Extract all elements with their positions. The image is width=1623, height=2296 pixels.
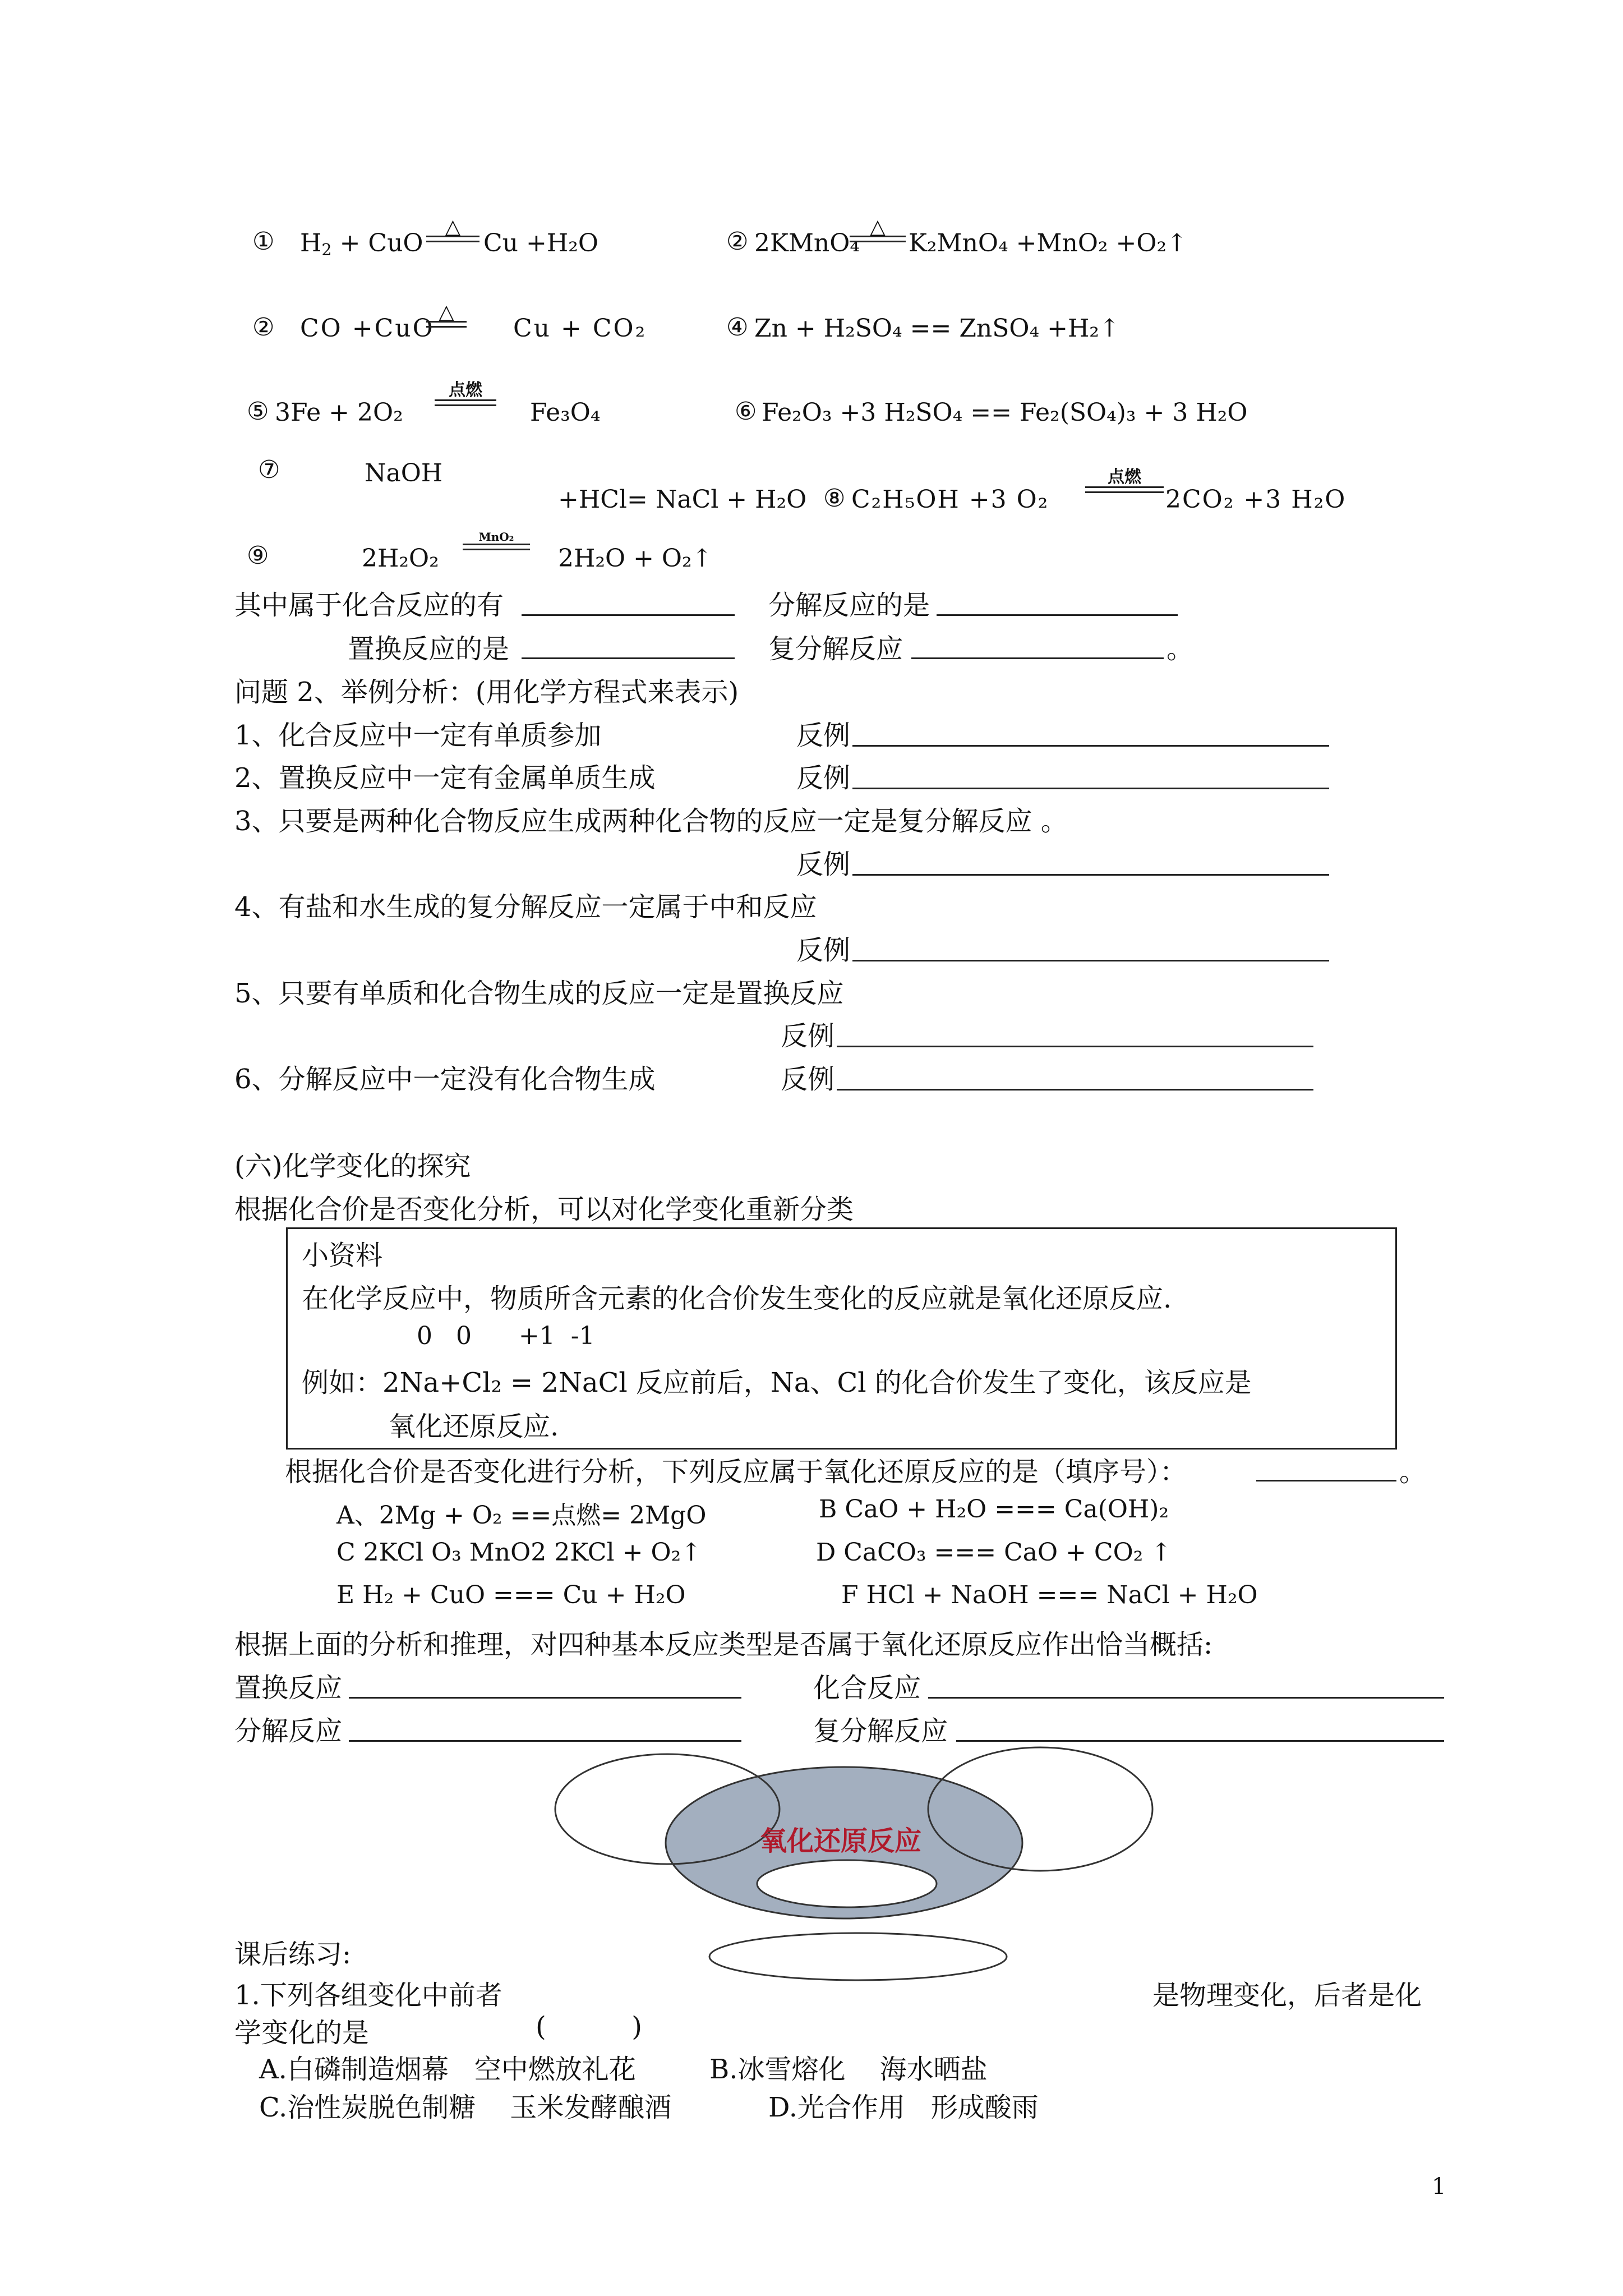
eq5-rhs: Fe₃O₄ xyxy=(530,398,601,427)
eq5-num: ⑤ xyxy=(247,397,269,426)
type-combination: 化合反应 xyxy=(813,1672,921,1704)
homework-title: 课后练习: xyxy=(234,1939,352,1970)
homework-option-d: D.光合作用 形成酸雨 xyxy=(768,2092,1039,2123)
answer-parentheses[interactable]: ( ) xyxy=(536,2011,643,2042)
option-c: C 2KCl O₃ MnO2 2KCl + O₂↑ xyxy=(336,1538,702,1567)
type-displacement: 置换反应 xyxy=(234,1672,343,1704)
type-decomposition: 分解反应 xyxy=(234,1715,343,1747)
eq9-num: ⑨ xyxy=(247,541,269,570)
counter-label: 反例 xyxy=(781,1020,835,1052)
problem2-title: 问题 2、举例分析：(用化学方程式来表示) xyxy=(234,677,739,708)
info-box-line1: 在化学反应中，物质所含元素的化合价发生变化的反应就是氧化还原反应. xyxy=(302,1283,1172,1314)
section6-title: (六)化学变化的探究 xyxy=(234,1151,471,1182)
section6-summary: 根据上面的分析和推理，对四种基本反应类型是否属于氧化还原反应作出恰当概括: xyxy=(234,1629,1213,1660)
eq1-num: ① xyxy=(252,227,275,256)
eq7-b: +HCl= NaCl + H₂O xyxy=(558,485,807,514)
homework-option-c: C.治性炭脱色制糖 玉米发酵酿酒 xyxy=(259,2092,672,2123)
section6-intro: 根据化合价是否变化分析，可以对化学变化重新分类 xyxy=(234,1194,854,1225)
homework-q1-start: 1.下列各组变化中前者 xyxy=(234,1980,502,2011)
info-box-heading: 小资料 xyxy=(302,1240,383,1271)
valence-labels: 0 0 +1 -1 xyxy=(417,1322,595,1350)
classify-end: 。 xyxy=(1166,633,1194,665)
option-f: F HCl + NaOH === NaCl + H₂O xyxy=(841,1581,1258,1609)
eq8-condition: 点燃 xyxy=(1085,468,1164,493)
eq9-rhs: 2H₂O + O₂↑ xyxy=(558,544,713,573)
eq3-rhs: Cu + CO₂ xyxy=(513,314,647,343)
eq2-num: ② xyxy=(726,227,749,256)
eq4-text: Zn + H₂SO₄ == ZnSO₄ +H₂↑ xyxy=(754,314,1120,343)
homework-option-b: B.冰雪熔化 海水晒盐 xyxy=(709,2054,988,2085)
eq6-num: ⑥ xyxy=(735,397,757,426)
info-box-line3: 氧化还原反应. xyxy=(389,1411,559,1442)
eq9-condition: MnO₂ xyxy=(463,530,530,550)
problem2-item-5: 5、只要有单质和化合物生成的反应一定是置换反应 xyxy=(234,978,844,1009)
eq2-rhs: K₂MnO₄ +MnO₂ +O₂↑ xyxy=(909,229,1187,257)
counter-label: 反例 xyxy=(781,1064,835,1095)
info-box-line2: 例如：2Na+Cl₂ = 2NaCl 反应前后，Na、Cl 的化合价发生了变化，该反应是 xyxy=(302,1367,1252,1398)
classify-q1: 其中属于化合反应的有 xyxy=(234,590,504,621)
problem2-item-3: 3、只要是两种化合物反应生成两种化合物的反应一定是复分解反应 。 xyxy=(234,806,1068,837)
page-number: 1 xyxy=(1432,2174,1446,2200)
eq1-rhs: Cu +H₂O xyxy=(483,229,598,257)
ring-inner-hole xyxy=(757,1860,937,1907)
problem2-item-1: 1、化合反应中一定有单质参加 xyxy=(234,720,602,751)
option-d: D CaCO₃ === CaO + CO₂ ↑ xyxy=(816,1538,1172,1567)
homework-option-a: A.白磷制造烟幕 空中燃放礼花 xyxy=(259,2054,636,2085)
eq3-num: ② xyxy=(252,313,275,342)
eq2-condition: △ xyxy=(850,218,906,242)
classify-q3: 置换反应的是 xyxy=(348,633,510,665)
bottom-ellipse xyxy=(709,1933,1007,1980)
option-a: A、2Mg + O₂ ==点燃= 2MgO xyxy=(336,1501,707,1530)
redox-label: 氧化还原反应 xyxy=(760,1825,922,1857)
counter-label: 反例 xyxy=(796,849,851,880)
eq6-text: Fe₂O₃ +3 H₂SO₄ == Fe₂(SO₄)₃ + 3 H₂O xyxy=(762,398,1248,427)
eq9-lhs: 2H₂O₂ xyxy=(362,544,439,573)
eq2-lhs: 2KMnO₄ xyxy=(754,229,860,257)
section6-question: 根据化合价是否变化进行分析，下列反应属于氧化还原反应的是（填序号）： xyxy=(285,1456,1187,1488)
problem2-item-2: 2、置换反应中一定有金属单质生成 xyxy=(234,762,656,794)
counter-label: 反例 xyxy=(796,762,851,794)
eq8-rhs: 2CO₂ +3 H₂O xyxy=(1165,485,1347,514)
problem2-item-4: 4、有盐和水生成的复分解反应一定属于中和反应 xyxy=(234,891,817,923)
eq4-num: ④ xyxy=(726,313,749,342)
problem2-item-6: 6、分解反应中一定没有化合物生成 xyxy=(234,1064,656,1095)
eq8-lhs: C₂H₅OH +3 O₂ xyxy=(851,485,1049,514)
eq1-lhs: $H_2$ + CuO xyxy=(300,229,423,260)
counter-label: 反例 xyxy=(796,720,851,751)
classify-q4: 复分解反应 xyxy=(768,633,903,665)
type-double-displacement: 复分解反应 xyxy=(813,1715,948,1747)
classify-q2: 分解反应的是 xyxy=(768,590,930,621)
eq5-condition: 点燃 xyxy=(435,381,496,406)
eq3-lhs: CO +CuO xyxy=(300,314,435,343)
eq7-a: NaOH xyxy=(365,459,443,487)
eq8-num: ⑧ xyxy=(823,484,846,513)
homework-q1-mid: 是物理变化，后者是化 xyxy=(1152,1980,1422,2011)
option-b: B CaO + H₂O === Ca(OH)₂ xyxy=(819,1495,1169,1524)
eq1-condition: △ xyxy=(426,218,479,242)
homework-q1-end: 学变化的是 xyxy=(234,2017,370,2049)
eq7-num: ⑦ xyxy=(258,455,280,484)
question-end: 。 xyxy=(1399,1456,1427,1488)
eq3-condition: △ xyxy=(426,303,467,328)
counter-label: 反例 xyxy=(796,935,851,966)
eq5-lhs: 3Fe + 2O₂ xyxy=(275,398,403,427)
option-e: E H₂ + CuO === Cu + H₂O xyxy=(336,1581,686,1609)
